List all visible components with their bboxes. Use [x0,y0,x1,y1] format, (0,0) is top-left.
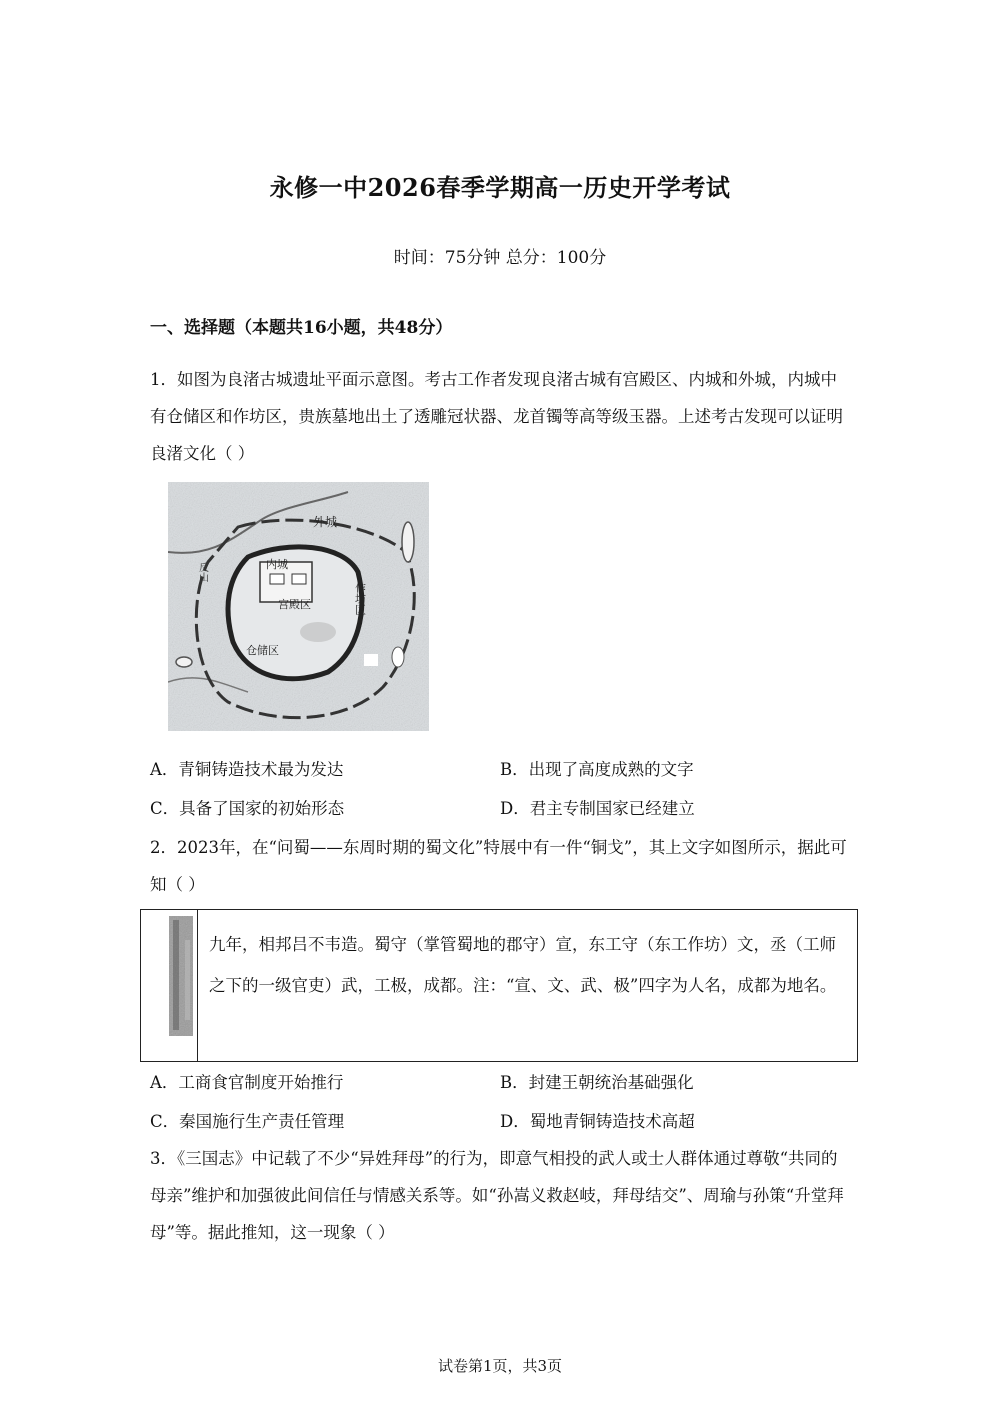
exam-title: 永修一中2026春季学期高一历史开学考试 [269,173,731,202]
q1-option-d[interactable]: D．君主专制国家已经建立 [500,799,695,818]
liangzhu-city-map [168,482,429,731]
inscription-text: 九年，相邦吕不韦造。蜀守（掌管蜀地的郡守）宣，东工守（东工作坊）文，丞（工师之下的一级官吏）武，工极，成都。注：“宣、文、武、极”四字为人名，成都为地名。 [209,935,837,995]
q2-option-d[interactable]: D．蜀地青铜铸造技术高超 [500,1112,695,1131]
q2-option-c[interactable]: C．秦国施行生产责任管理 [150,1112,345,1131]
q2-option-b[interactable]: B．封建王朝统治基础强化 [500,1073,694,1092]
map-label-tomb: 反山 [196,562,208,582]
map-label-outer: 外城 [313,515,338,529]
map-label-storage: 仓储区 [246,644,279,657]
q1-option-c[interactable]: C．具备了国家的初始形态 [150,799,345,818]
question-3-stem: 3．《三国志》中记载了不少“异姓拜母”的行为，即意气相投的武人或士人群体通过尊敬“共同的母亲”维护和加强彼此间信任与情感关系等。如“孙嵩义救赵岐，拜母结交”、周瑜与孙策“升堂拜母”等。据此推知，这一现象（ ） [150,1149,844,1242]
q2-option-a[interactable]: A．工商食官制度开始推行 [150,1073,344,1092]
exam-subtitle: 时间：75分钟 总分：100分 [393,248,607,268]
section-heading: 一、选择题（本题共16小题，共48分） [150,318,453,338]
bronze-ge-rubbing-image [141,910,198,1061]
page-footer: 试卷第1页，共3页 [437,1357,563,1375]
map-label-workshop: 作坊区 [353,582,367,615]
map-image [168,482,429,731]
question-2-stem: 2．2023年，在“问蜀——东周时期的蜀文化”特展中有一件“铜戈”，其上文字如图所示，据此可知（ ） [150,838,847,894]
bronze-ge-inscription-box [140,909,858,1062]
q1-option-a[interactable]: A．青铜铸造技术最为发达 [150,760,344,779]
q1-option-b[interactable]: B．出现了高度成熟的文字 [500,760,694,779]
question-1-stem: 1．如图为良渚古城遗址平面示意图。考古工作者发现良渚古城有宫殿区、内城和外城，内城中有仓储区和作坊区，贵族墓地出土了透雕冠状器、龙首镯等高等级玉器。上述考古发现可以证明良渚文化（ ） [150,370,843,463]
map-label-inner: 内城 [266,558,288,571]
map-label-palace: 宫殿区 [278,598,311,611]
